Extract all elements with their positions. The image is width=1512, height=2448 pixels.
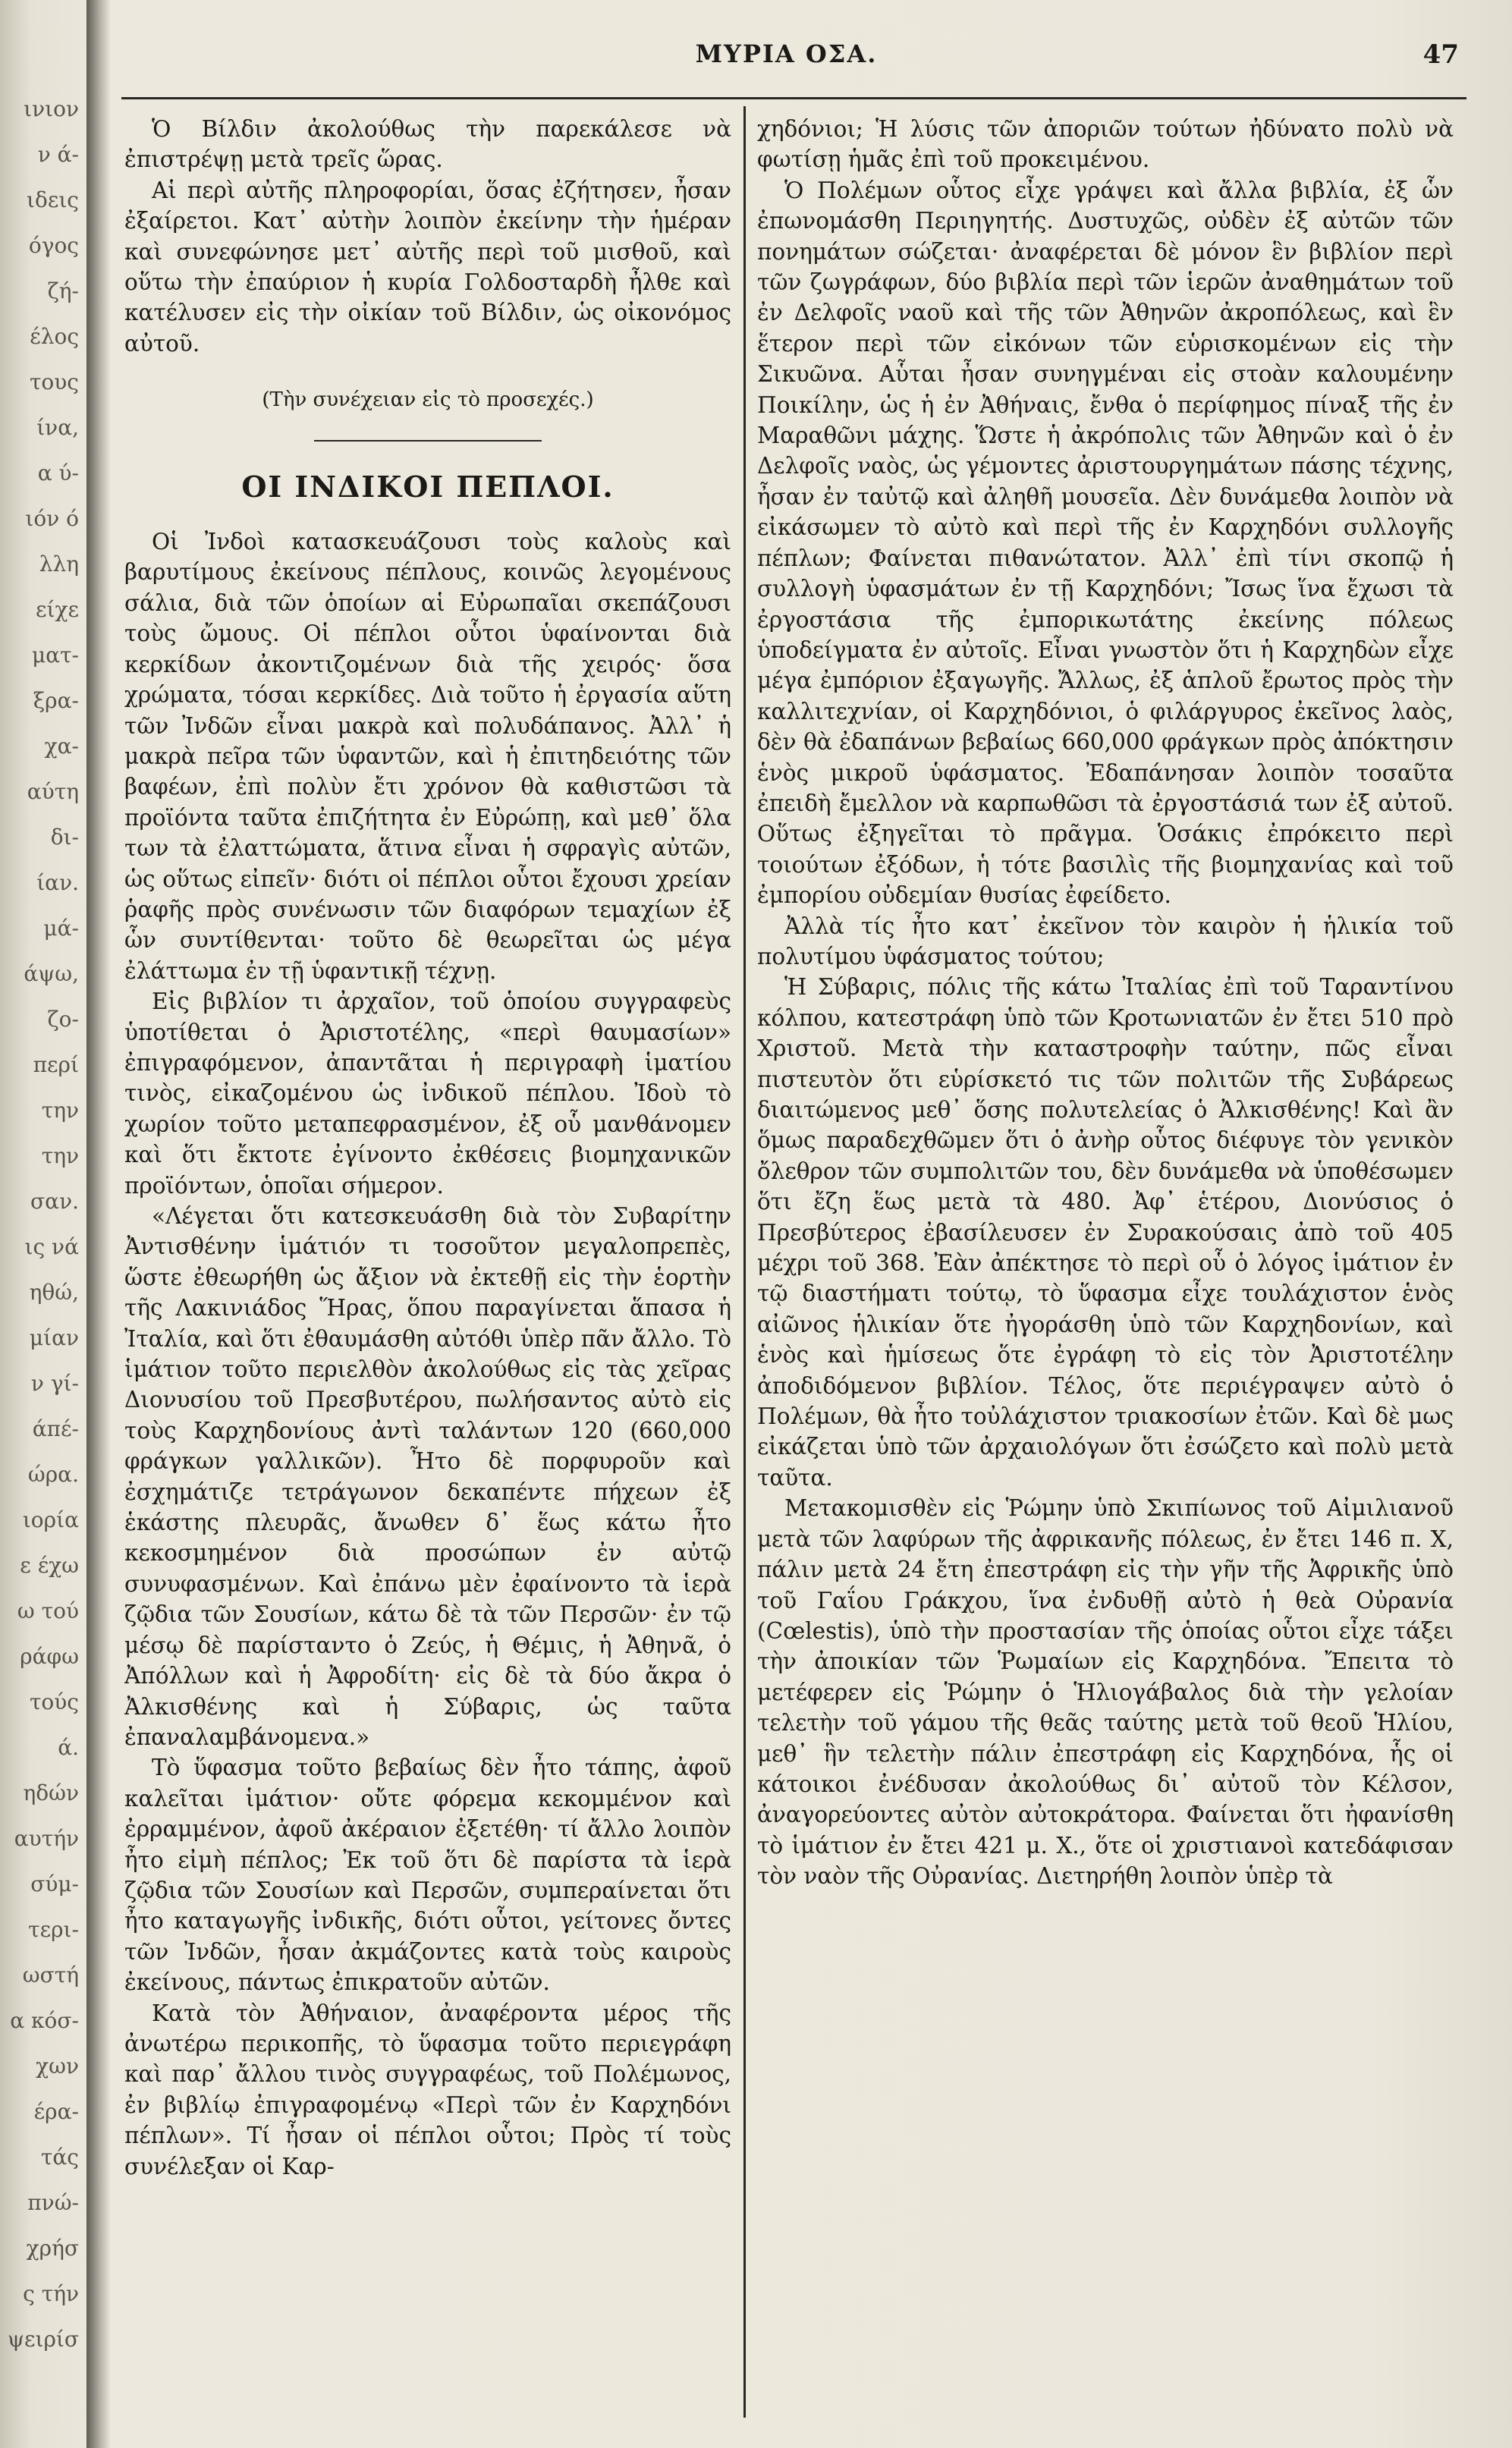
bleed-fragment: αύτη [27, 779, 79, 804]
paragraph: Ἀλλὰ τίς ἦτο κατ᾽ ἐκεῖνον τὸν καιρὸν ἡ ἡλικία τοῦ πολυτίμου ὑφάσματος τούτου; [757, 913, 1454, 969]
paragraph: Τὸ ὕφασμα τοῦτο βεβαίως δὲν ἦτο τάπης, ἀφοῦ καλεῖται ἱμάτιον· οὔτε φόρεμα κεκομμένον καὶ ἐρραμμένον, ἀφοῦ ἀκέραιον ἐξετέθη· τί ἄλλο λοιπὸν ἦτο εἰμὴ πέπλος; Ἐκ τοῦ ὅτι δὲ παρίστα τὰ ἱερὰ ζῷδια τῶν Σουσίων καὶ Περσῶν, συμπεραίνεται ὅτι ἦτο καταγωγῆς ἰνδικῆς, διότι οὗτοι, γείτονες ὄντες τῶν Ἰνδῶν, ἦσαν ἀκμάζοντες κατὰ τοὺς καιροὺς ἐκείνους, πάντως ἐπικρατοῦν αὐτῶν. [124, 1755, 731, 1996]
bleed-fragment: α ύ- [37, 460, 79, 486]
bleed-fragment: ιόν ό [25, 506, 79, 531]
article-headline: ΟΙ ΙΝΔΙΚΟΙ ΠΕΠΛΟΙ. [241, 469, 615, 504]
paragraph: Ὁ Βίλδιν ἀκολούθως τὴν παρεκάλεσε νὰ ἐπιστρέψῃ μετὰ τρεῖς ὥρας. [124, 116, 731, 173]
bleed-fragment: ώρα. [27, 1462, 79, 1487]
bleed-fragment: ε έχω [20, 1553, 79, 1578]
left-column [124, 114, 731, 2418]
paragraph: Οἱ Ἰνδοὶ κατασκευάζουσι τοὺς καλοὺς καὶ βαρυτίμους ἐκείνους πέπλους, κοινῶς λεγομένους σάλια, διὰ τῶν ὁποίων αἱ Εὐρωπαῖαι σκεπάζουσι τοὺς ὤμους. Οἱ πέπλοι οὗτοι ὑφαίνονται διὰ κερκίδων ἀκοντιζομένων διὰ τῆς χειρός· ὅσα χρώματα, τόσαι κερκίδες. Διὰ τοῦτο ἡ ἐργασία αὕτη τῶν Ἰνδῶν εἶναι μακρὰ καὶ πολυδάπανος. Ἀλλ᾽ ἡ μακρὰ πεῖρα τῶν ὑφαντῶν, καὶ ἡ ἐπιτηδειότης τῶν βαφέων, ἐπὶ πολὺν ἔτι χρόνον θὰ καθιστῶσι τὰ προϊόντα ταῦτα ἐπιζήτητα ἐν Εὐρώπῃ, καὶ μεθ᾽ ὅλα των τὰ ἐλαττώματα, ἅτινα εἶναι ἡ σφραγὶς αὐτῶν, ὡς οὕτως εἰπεῖν· διότι οἱ πέπλοι οὗτοι ἔχουσι χρείαν ῥαφῆς πρὸς συνένωσιν τῶν διαφόρων τεμαχίων ἐξ ὧν συντίθενται· τοῦτο δὲ θεωρεῖται ὡς μέγα ἐλάττωμα ἐν τῇ ὑφαντικῇ τέχνῃ. [124, 529, 731, 984]
previous-page-bleed [0, 91, 85, 2428]
running-header [114, 39, 1459, 85]
bleed-fragment: ματ- [31, 643, 79, 668]
bleed-fragment: ράφω [20, 1644, 79, 1669]
bleed-fragment: ις νά [24, 1234, 79, 1259]
bleed-fragment: α κόσ- [10, 2008, 79, 2033]
bleed-fragment: ηδών [23, 1780, 79, 1805]
paragraph: Κατὰ τὸν Ἀθήναιον, ἀναφέροντα μέρος τῆς ἀνωτέρω περικοπῆς, τὸ ὕφασμα τοῦτο περιεγράφη καὶ παρ᾽ ἄλλου τινὸς συγγραφέως, τοῦ Πολέμωνος, ἐν βιβλίῳ ἐπιγραφομένῳ «Περὶ τῶν ἐν Καρχηδόνι πέπλων». Τί ἦσαν οἱ πέπλοι οὗτοι; Πρὸς τί τοὺς συνέλεξαν οἱ Καρ- [124, 2000, 731, 2179]
bleed-fragment: τους [29, 369, 79, 394]
bleed-fragment: αυτήν [14, 1826, 79, 1851]
bleed-fragment: χρήσ [26, 2236, 79, 2261]
bleed-fragment: την [41, 1143, 79, 1168]
bleed-fragment: χων [36, 2054, 79, 2079]
bleed-fragment: σύμ- [30, 1871, 79, 1896]
bleed-fragment: όγος [28, 233, 79, 258]
bleed-fragment: ωστή [22, 1962, 79, 1988]
bleed-fragment: πνώ- [27, 2190, 79, 2215]
paragraph: «Λέγεται ὅτι κατεσκευάσθη διὰ τὸν Συβαρίτην Ἀντισθένην ἱμάτιόν τι τοσοῦτον μεγαλοπρεπὲς, ὥστε ἐθεωρήθη ὡς ἄξιον νὰ ἐκτεθῇ εἰς τὴν ἑορτὴν τῆς Λακινιάδος Ἥρας, ὅπου παραγίνεται ἅπασα ἡ Ἰταλία, καὶ ὅτι ἐθαυμάσθη αὐτόθι ὑπὲρ πᾶν ἄλλο. Τὸ ἱμάτιον τοῦτο περιελθὸν ἀκολούθως εἰς τὰς χεῖρας Διονυσίου τοῦ Πρεσβυτέρου, πωλήσαντος αὐτὸ εἰς τοὺς Καρχηδονίους ἀντὶ ταλάντων 120 (660,000 φράγκων γαλλικῶν). Ἦτο δὲ πορφυροῦν καὶ ἐσχημάτιζε τετράγωνον δεκαπέντε πήχεων ἐξ ἑκάστης πλευρᾶς, ἄνωθεν δ᾽ ἕως κάτω ἦτο κεκοσμημένον διὰ προσώπων ἐν αὐτῷ συνυφασμένων. Καὶ ἐπάνω μὲν ἐφαίνοντο τὰ ἱερὰ ζῷδια τῶν Σουσίων, κάτω δὲ τὰ τῶν Περσῶν· ἐν τῷ μέσῳ δὲ παρίσταντο ὁ Ζεύς, ἡ Θέμις, ἡ Ἀθηνᾶ, ὁ Ἀπόλλων καὶ ἡ Ἀφροδίτη· εἰς δὲ τὰ δύο ἄκρα ὁ Ἀλκισθένης καὶ ἡ Σύβαρις, ὡς ταῦτα ἐπαναλαμβάνομενα.» [124, 1203, 731, 1750]
bleed-fragment: ιδεις [26, 187, 79, 212]
bleed-fragment: ά. [58, 1735, 79, 1760]
bleed-fragment: ηθώ, [29, 1280, 79, 1305]
bleed-fragment: ιορία [22, 1507, 79, 1532]
bleed-fragment: ν γί- [30, 1371, 79, 1396]
bleed-fragment: άψω, [24, 961, 79, 986]
binding-gutter-shadow [86, 0, 111, 2448]
paragraph: Εἰς βιβλίον τι ἀρχαῖον, τοῦ ὁποίου συγγραφεὺς ὑποτίθεται ὁ Ἀριστοτέλης, «περὶ θαυμασίων» ἐπιγραφόμενον, ἀπαντᾶται ἡ περιγραφὴ ἱματίου τινὸς, εἰκαζομένου ὡς ἰνδικοῦ πέπλου. Ἰδοὺ τὸ χωρίον τοῦτο μεταπεφρασμένον, ἐξ οὗ μανθάνομεν καὶ ὅτι ἔκτοτε ἐγίνοντο ἐκθέσεις βιομηχανικῶν προϊόντων, ὁποῖαι σήμερον. [124, 988, 731, 1199]
bleed-fragment: τούς [29, 1689, 79, 1714]
continued-notice: (Τὴν συνέχειαν εἰς τὸ προσεχές.) [262, 388, 594, 412]
bleed-fragment: ίνα, [36, 415, 79, 440]
bleed-fragment: την [41, 1098, 79, 1123]
bleed-fragment: ίαν. [36, 870, 79, 895]
bleed-fragment: ψειρίσ [8, 2327, 79, 2352]
bleed-fragment: είχε [36, 597, 79, 622]
column-rule [743, 106, 746, 2418]
section-separator [314, 440, 542, 442]
bleed-fragment: ινιον [24, 96, 79, 121]
bleed-fragment: ζο- [47, 1007, 79, 1032]
bleed-fragment: λλη [39, 552, 79, 577]
bleed-fragment: μά- [43, 916, 79, 941]
right-column [757, 114, 1454, 2418]
bleed-fragment: ω τού [17, 1598, 79, 1623]
bleed-fragment: ς τήν [23, 2281, 79, 2306]
bleed-fragment: σαν. [30, 1189, 79, 1214]
header-rule [121, 97, 1466, 99]
paragraph: Ὁ Πολέμων οὗτος εἶχε γράψει καὶ ἄλλα βιβλία, ἐξ ὧν ἐπωνομάσθη Περιηγητής. Δυστυχῶς, οὐδὲν ἐξ αὐτῶν τῶν πονημάτων σώζεται· ἀναφέρεται δὲ μόνον ἓν βιβλίον περὶ τῶν ζωγράφων, δύο βιβλία περὶ τῶν ἱερῶν ἀναθημάτων τοῦ ἐν Δελφοῖς ναοῦ καὶ τῆς τῶν Ἀθηνῶν ἀκροπόλεως, καὶ ἓν ἕτερον περὶ τῶν εἰκόνων τῶν εὑρισκομένων εἰς τὴν Σικυῶνα. Αὗται ἦσαν συνηγμέναι εἰς στοὰν καλουμένην Ποικίλην, ὡς ἡ ἐν Ἀθήναις, ἔνθα ὁ περίφημος πίναξ τῆς ἐν Μαραθῶνι μάχης. Ὥστε ἡ ἀκρόπολις τῶν Ἀθηνῶν καὶ ὁ ἐν Δελφοῖς ναὸς, ὡς γέμοντες ἀριστουργημάτων πάσης τέχνης, ἦσαν ἐν ταὐτῷ καὶ ἀληθῆ μουσεῖα. Δὲν δυνάμεθα λοιπὸν νὰ εἰκάσωμεν τὸ αὐτὸ καὶ περὶ τῆς ἐν Καρχηδόνι συλλογῆς πέπλων; Φαίνεται πιθανώτατον. Ἀλλ᾽ ἐπὶ τίνι σκοπῷ ἡ συλλογὴ ὑφασμάτων ἐν τῇ Καρχηδόνι; Ἴσως ἵνα ἔχωσι τὰ ἐργοστάσια τῆς ἐμπορικωτάτης ἐκείνης πόλεως ὑποδείγματα ἐν αὐτοῖς. Εἶναι γνωστὸν ὅτι ἡ Καρχηδὼν εἶχε μέγα ἐμπόριον ἐξαγωγῆς. Ἄλλως, ἐξ ἁπλοῦ ἔρωτος πρὸς τὴν καλλιτεχνίαν, οἱ Καρχηδόνιοι, ὁ φιλάργυρος ἐκεῖνος λαὸς, δὲν θὰ ἐδαπάνων βεβαίως 660,000 φράγκων πρὸς ἀπόκτησιν ἑνὸς μικροῦ ὑφάσματος. Ἐδαπάνησαν λοιπὸν τοσαῦτα ἐπειδὴ ἔμελλον νὰ καρπωθῶσι τὰ ἐργοστάσιά των ἐξ αὐτοῦ. Οὕτως ἐξηγεῖται τὸ πρᾶγμα. Ὁσάκις ἐπρόκειτο περὶ τοιούτων ἐξόδων, ἡ τότε βασιλὶς τῆς βιομηχανίας καὶ τοῦ ἐμπορίου οὐδεμίαν θυσίας ἐφείδετο. [757, 177, 1454, 909]
bleed-fragment: έρα- [33, 2099, 79, 2124]
bleed-fragment: τερι- [28, 1917, 79, 1942]
paragraph: Ἡ Σύβαρις, πόλις τῆς κάτω Ἰταλίας ἐπὶ τοῦ Ταραντίνου κόλπου, κατεστράφη ὑπὸ τῶν Κροτωνιατῶν ἐν ἔτει 510 πρὸ Χριστοῦ. Μετὰ τὴν καταστροφὴν ταύτην, πῶς εἶναι πιστευτὸν ὅτι εὑρίσκετό τις τῶν πολιτῶν τῆς Συβάρεως διαιτώμενος μεθ᾽ ὅσης πολυτελείας ὁ Ἀλκισθένης! Καὶ ἂν ὅμως παραδεχθῶμεν ὅτι ὁ ἀνὴρ οὗτος διέφυγε τὸν γενικὸν ὄλεθρον τῶν συμπολιτῶν του, δὲν δυνάμεθα νὰ ὑποθέσωμεν ὅτι ἔζη ἕως μετὰ τὰ 480. Ἀφ᾽ ἑτέρου, Διονύσιος ὁ Πρεσβύτερος ἐβασίλευσεν ἐν Συρακούσαις ἀπὸ τοῦ 405 μέχρι τοῦ 368. Ἐὰν ἀπέκτησε τὸ περὶ οὗ ὁ λόγος ἱμάτιον ἐν τῷ διαστήματι τούτῳ, τὸ ὕφασμα εἶχε τουλάχιστον ἑνὸς αἰῶνος ἡλικίαν ὅτε ἠγοράσθη ὑπὸ τῶν Καρχηδονίων, καὶ ἑνὸς καὶ ἡμίσεως ὅτε ἐγράφη τὸ εἰς τὸν Ἀριστοτέλην ἀποδιδόμενον βιβλίον. Τέλος, ὅτε περιέγραψεν αὐτὸ ὁ Πολέμων, θὰ ἦτο τοὐλάχιστον τριακοσίων ἐτῶν. Καὶ δὲ μως εἰκάζεται ὑπὸ τῶν ἀρχαιολόγων ὅτι ἐσώζετο καὶ πολὺ μετὰ ταῦτα. [757, 974, 1454, 1491]
bleed-fragment: περί [33, 1052, 79, 1077]
running-title: ΜΥΡΙΑ ΟΣΑ. [695, 39, 878, 68]
bleed-fragment: ν ά- [37, 142, 79, 167]
bleed-fragment: τάς [40, 2145, 79, 2170]
paragraph: χηδόνιοι; Ἡ λύσις τῶν ἀποριῶν τούτων ἠδύνατο πολὺ νὰ φωτίσῃ ἡμᾶς ἐπὶ τοῦ προκειμένου. [757, 116, 1454, 173]
bleed-fragment: έλος [30, 324, 79, 349]
bleed-fragment: χα- [44, 734, 79, 759]
paragraph: Μετακομισθὲν εἰς Ῥώμην ὑπὸ Σκιπίωνος τοῦ Αἰμιλιανοῦ μετὰ τῶν λαφύρων τῆς ἀφρικανῆς πόλεως, ἐν ἔτει 146 π. Χ, πάλιν μετὰ 24 ἔτη ἐπεστράφη εἰς τὴν γῆν τῆς Ἀφρικῆς ὑπὸ τοῦ Γαΐου Γράκχου, ἵνα ἐνδυθῇ αὐτὸ ἡ θεὰ Οὐρανία (Cœlestis), ὑπὸ τὴν προστασίαν τῆς ὁποίας οὗτοι εἶχε τάξει τὴν ἀποικίαν τῶν Ῥωμαίων εἰς Καρχηδόνα. Ἔπειτα τὸ μετέφερεν εἰς Ῥώμην ὁ Ἡλιογάβαλος διὰ τὴν γελοίαν τελετὴν τοῦ γάμου τῆς θεᾶς ταύτης μετὰ τοῦ θεοῦ Ἡλίου, μεθ᾽ ἣν τελετὴν πάλιν ἐπεστράφη εἰς Καρχηδόνα, ἧς οἱ κάτοικοι ἐνέδυσαν ἀκολούθως δι᾽ αὐτοῦ τὸν Κέλσον, ἀναγορεύοντες αὐτὸν αὐτοκράτορα. Φαίνεται ὅτι ἠφανίσθη τὸ ἱμάτιον ἐν ἔτει 421 μ. Χ., ὅτε οἱ χριστιανοὶ κατεδάφισαν τὸν ναὸν τῆς Οὐρανίας. Διετηρήθη λοιπὸν ὑπὲρ τὰ [757, 1495, 1454, 1890]
bleed-fragment: μίαν [29, 1325, 79, 1350]
bleed-fragment: ξρα- [33, 688, 79, 713]
bleed-fragment: άπέ- [32, 1416, 79, 1441]
bleed-fragment: δι- [50, 825, 79, 850]
paragraph: Αἱ περὶ αὐτῆς πληροφορίαι, ὅσας ἐζήτησεν, ἦσαν ἐξαίρετοι. Κατ᾽ αὐτὴν λοιπὸν ἐκείνην τὴν ἡμέραν καὶ συνεφώνησε μετ᾽ αὐτῆς περὶ τοῦ μισθοῦ, καὶ οὕτω τὴν ἐπαύριον ἡ κυρία Γολδοσταρδὴ ἦλθε καὶ κατέλυσεν εἰς τὴν οἰκίαν τοῦ Βίλδιν, ὡς οἰκονόμος αὐτοῦ. [124, 177, 731, 357]
bleed-fragment: ζή- [47, 278, 79, 303]
page-number: 47 [1422, 39, 1459, 70]
